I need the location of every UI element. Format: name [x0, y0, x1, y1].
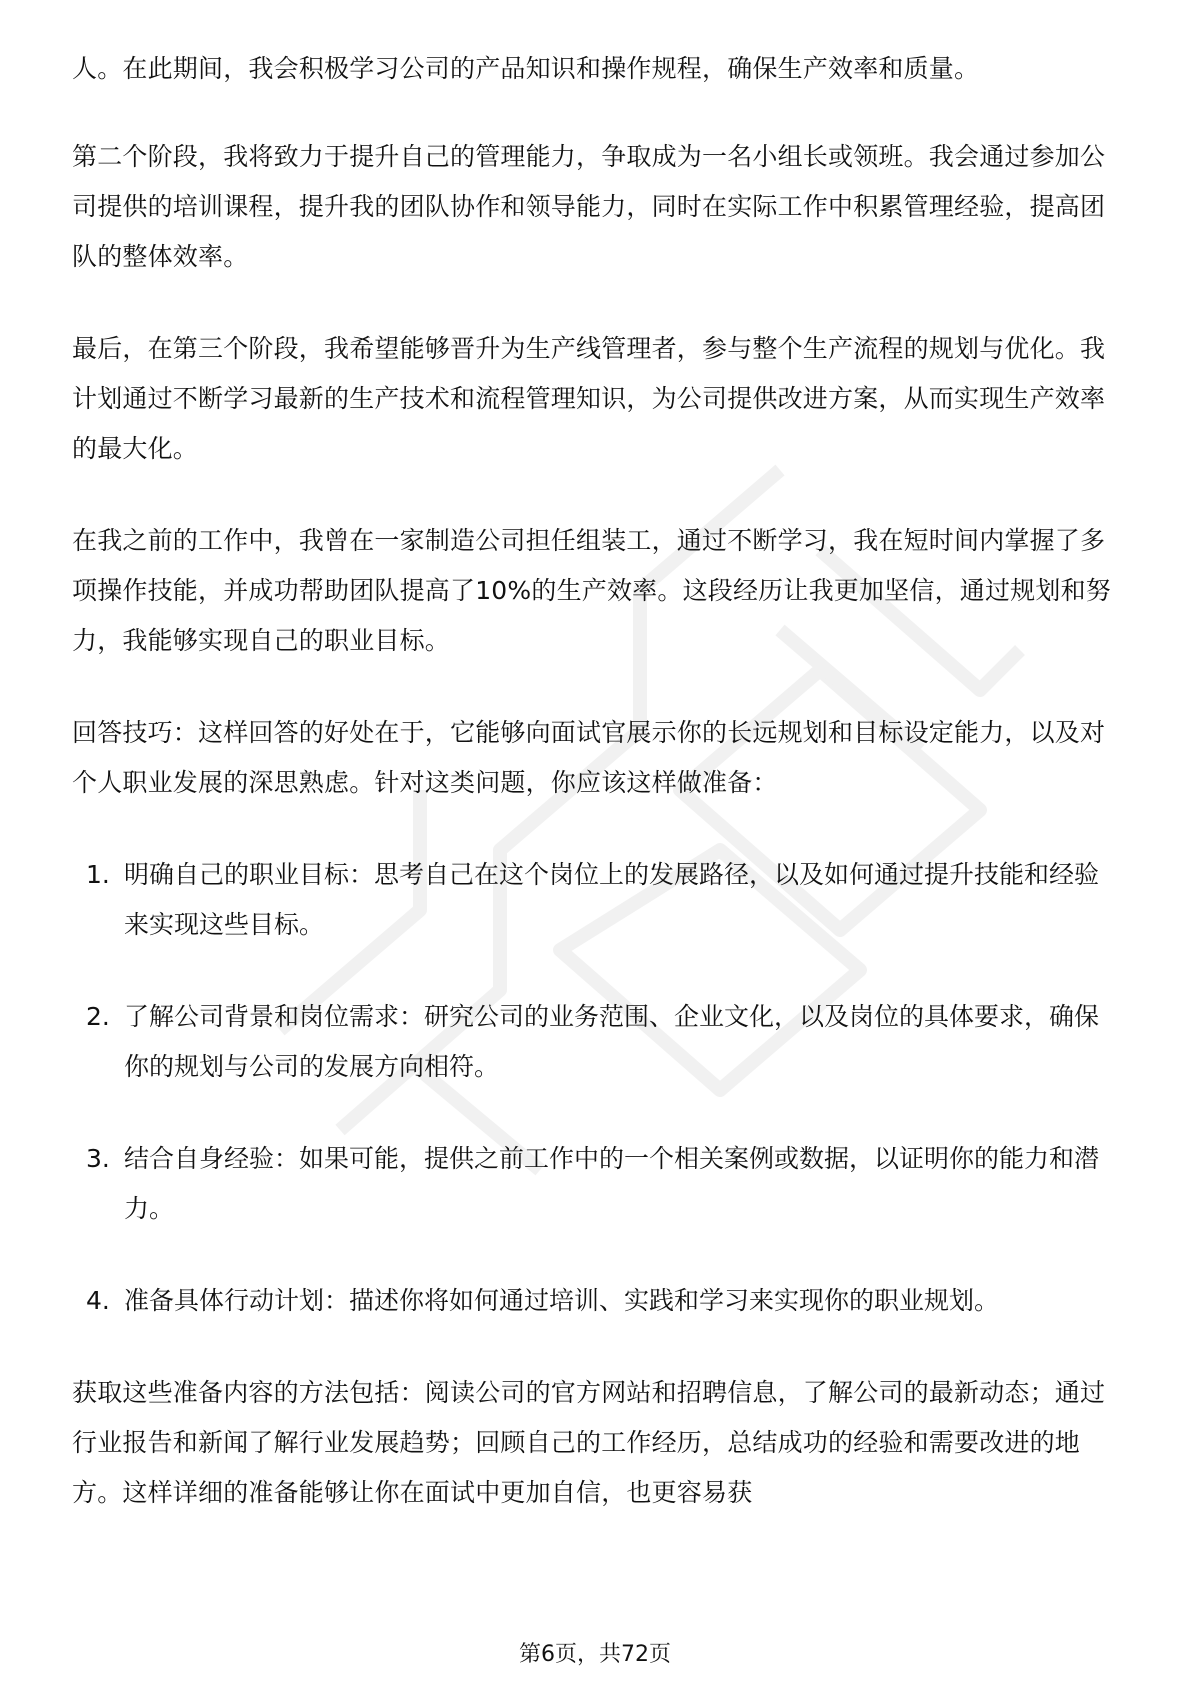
list-number: 3. — [86, 1144, 110, 1173]
list-item-text: 了解公司背景和岗位需求：研究公司的业务范围、企业文化，以及岗位的具体要求，确保你的规划与公司的发展方向相符。 — [124, 1002, 1100, 1081]
list-item — [72, 992, 1118, 1092]
paragraph: 在我之前的工作中，我曾在一家制造公司担任组装工，通过不断学习，我在短时间内掌握了多项操作技能，并成功帮助团队提高了10%的生产效率。这段经历让我更加坚信，通过规划和努力，我能够实现自己的职业目标。 — [72, 526, 1111, 655]
tips-list — [72, 850, 1118, 1326]
list-item-text: 结合自身经验：如果可能，提供之前工作中的一个相关案例或数据，以证明你的能力和潜力。 — [124, 1144, 1100, 1223]
paragraph: 第二个阶段，我将致力于提升自己的管理能力，争取成为一名小组长或领班。我会通过参加公司提供的培训课程，提升我的团队协作和领导能力，同时在实际工作中积累管理经验，提高团队的整体效率。 — [72, 142, 1106, 271]
paragraph-closing: 获取这些准备内容的方法包括：阅读公司的官方网站和招聘信息，了解公司的最新动态；通过行业报告和新闻了解行业发展趋势；回顾自己的工作经历，总结成功的经验和需要改进的地方。这样详细的准备能够让你在面试中更加自信，也更容易获 — [72, 1378, 1106, 1507]
list-item — [72, 1134, 1118, 1234]
list-item — [72, 1276, 1118, 1326]
list-item — [72, 850, 1118, 950]
list-item-text: 准备具体行动计划：描述你将如何通过培训、实践和学习来实现你的职业规划。 — [124, 1286, 1000, 1315]
paragraph: 最后，在第三个阶段，我希望能够晋升为生产线管理者，参与整个生产流程的规划与优化。我计划通过不断学习最新的生产技术和流程管理知识，为公司提供改进方案，从而实现生产效率的最大化。 — [72, 334, 1106, 463]
paragraph: 人。在此期间，我会积极学习公司的产品知识和操作规程，确保生产效率和质量。 — [72, 54, 980, 83]
list-item-text: 明确自己的职业目标：思考自己在这个岗位上的发展路径，以及如何通过提升技能和经验来实现这些目标。 — [124, 860, 1100, 939]
list-number: 1. — [86, 860, 110, 889]
list-number: 4. — [86, 1286, 110, 1315]
page-number-footer: 第6页，共72页 — [519, 1642, 671, 1667]
document-body — [72, 44, 1118, 1560]
list-number: 2. — [86, 1002, 110, 1031]
paragraph-answer-tips: 回答技巧：这样回答的好处在于，它能够向面试官展示你的长远规划和目标设定能力，以及对个人职业发展的深思熟虑。针对这类问题，你应该这样做准备： — [72, 718, 1106, 797]
